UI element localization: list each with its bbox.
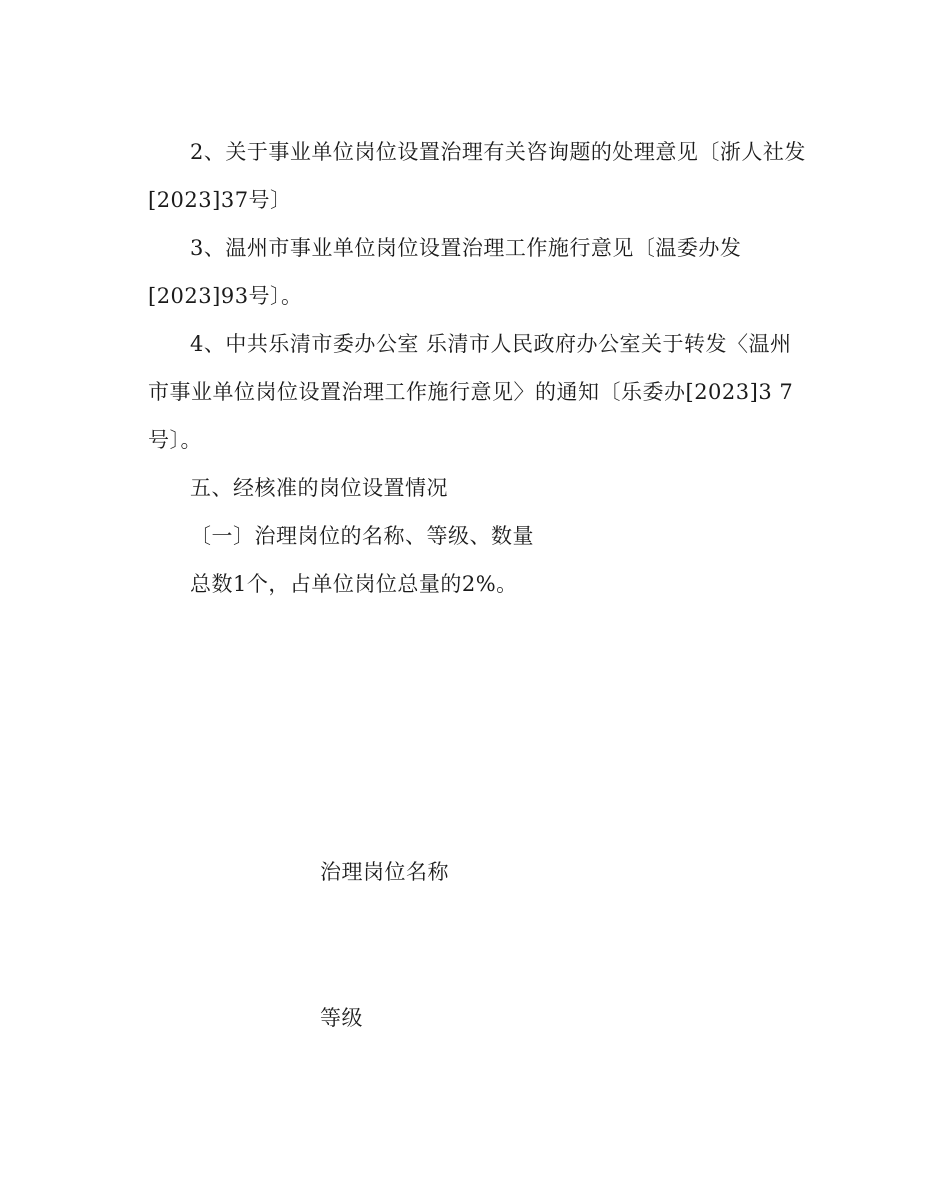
reference-item-2: 2、关于事业单位岗位设置治理有关咨询题的处理意见〔浙人社发[2023]37号〕 <box>148 140 806 212</box>
reference-item-3: 3、温州市事业单位岗位设置治理工作施行意见〔温委办发[2023]93号〕。 <box>148 236 742 308</box>
post-name-label: 治理岗位名称 <box>320 860 449 884</box>
reference-item-4: 4、中共乐清市委办公室 乐清市人民政府办公室关于转发〈温州市事业单位岗位设置治理工作施行意见〉的通知〔乐委办[2023]3 7号〕。 <box>148 332 794 452</box>
document-body <box>148 128 808 608</box>
total-count-text: 总数1个，占单位岗位总量的2%。 <box>190 572 518 596</box>
grade-label: 等级 <box>320 1006 363 1030</box>
section-heading-5: 五、经核准的岗位设置情况 <box>190 476 448 500</box>
subsection-heading-1: 〔一〕治理岗位的名称、等级、数量 <box>190 524 534 548</box>
